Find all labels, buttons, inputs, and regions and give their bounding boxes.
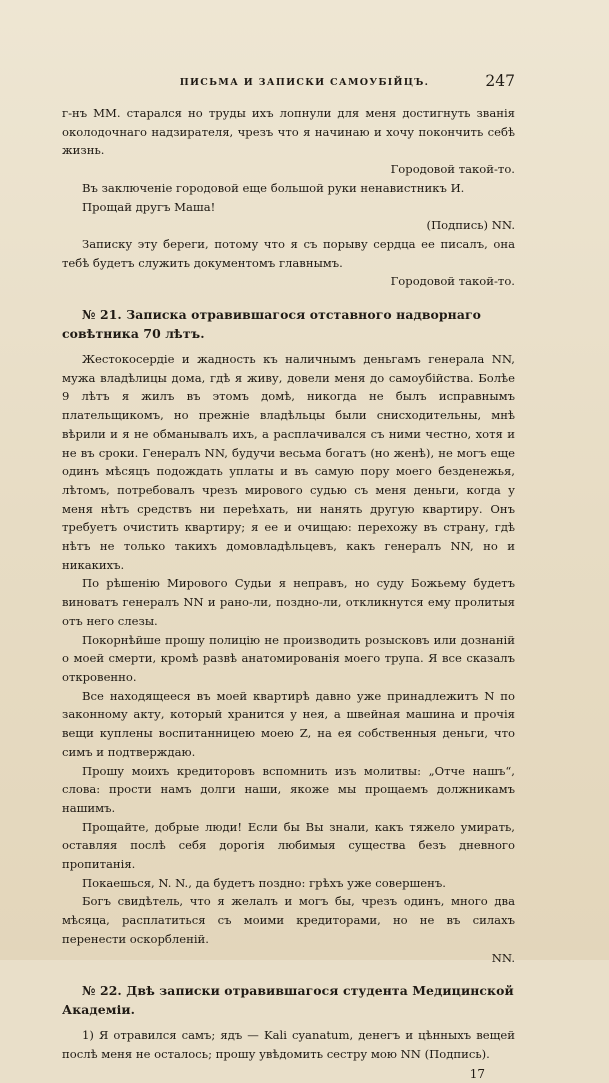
- paragraph: Жестокосердіе и жадность къ наличнымъ деньгамъ генерала NN, мужа владѣлицы дома, гдѣ я живу, довели меня до самоубійства. Болѣе 9 лѣтъ я жилъ въ этомъ домѣ, никогда не былъ исправнымъ плательщикомъ, но прежніе владѣльцы были снисходительны, мнѣ вѣрили и я не обманывалъ ихъ, а расплачивался съ ними честно, хотя и не въ сроки. Генералъ NN, будучи весьма богатъ (но женѣ), не могъ еще одинъ мѣсяцъ подождать уплаты и въ самую пору моего безденежья, лѣтомъ, потребовалъ чрезъ мирового судью съ меня деньги, когда у меня нѣтъ средствъ ни переѣхать, ни нанять другую квартиру. Онъ требуетъ очистить квартиру; я ее и очищаю: перехожу въ страну, гдѣ нѣтъ не только такихъ домовладѣльцевъ, какъ генералъ NN, но и никакихъ.: [62, 352, 515, 572]
- running-title: ПИСЬМА И ЗАПИСКИ САМОУБІЙЦЪ.: [179, 77, 430, 88]
- paragraph: Покаешься, N. N., да будетъ поздно: грѣхъ уже совершенъ.: [82, 875, 446, 890]
- signature: Городовой такой-то.: [390, 162, 515, 177]
- paragraph: г-нъ ММ. старался но труды ихъ лопнули для меня достигнуть званія околодочнаго надзирателя, чрезъ что я начинаю и хочу покончить себѣ жизнь.: [62, 106, 515, 158]
- paragraph: Прощай другъ Маша!: [82, 199, 216, 214]
- paragraph: По рѣшенію Мирового Судьи я неправъ, но суду Божьему будетъ виноватъ генералъ NN и рано-ли, поздно-ли, откликнутся ему пролитыя отъ него слезы.: [62, 576, 515, 628]
- page-number: 247: [485, 72, 515, 90]
- paragraph: Прошу моихъ кредиторовъ вспомнить изъ молитвы: „Отче нашъ“, слова: прости намъ долги наши, якоже мы прощаемъ должникамъ нашимъ.: [62, 763, 515, 815]
- paragraph: Покорнѣйше прошу полицію не производить розысковъ или дознаній о моей смерти, кромѣ развѣ анатомированія моего трупа. Я все сказалъ откровенно.: [62, 632, 515, 684]
- paragraph: Записку эту береги, потому что я съ порыву сердца ее писалъ, она тебѣ будетъ служить документомъ главнымъ.: [62, 236, 515, 270]
- signature: (Подпись) NN.: [426, 218, 515, 233]
- section-heading: № 21. Записка отравившагося отставного надворнаго совѣтника 70 лѣтъ.: [62, 307, 482, 342]
- page-body: [62, 104, 515, 1083]
- paragraph: 1) Я отравился самъ; ядъ — Kali cyanatum, денегъ и цѣнныхъ вещей послѣ меня не осталось; прошу увѣдомить сестру мою NN (Подпись).: [62, 1028, 515, 1061]
- section-heading: № 22. Двѣ записки отравившагося студента Медицинской Академіи.: [62, 983, 514, 1018]
- signature: Городовой такой-то.: [390, 274, 515, 289]
- paragraph: Богъ свидѣтель, что я желалъ и могъ бы, чрезъ одинъ, много два мѣсяца, расплатиться съ моими кредиторами, но не въ силахъ перенести оскорбленій.: [62, 894, 515, 946]
- paragraph: Все находящееся въ моей квартирѣ давно уже принадлежитъ N по законному акту, который хранится у нея, а швейная машина и прочія вещи куплены воспитанницею моею Z, на ея собственныя деньги, что симъ и подтверждаю.: [62, 688, 515, 759]
- page-header: [0, 72, 609, 92]
- signature: NN.: [491, 950, 515, 965]
- paragraph: Прощайте, добрые люди! Если бы Вы знали, какъ тяжело умирать, оставляя послѣ себя дорогія любимыя существа безъ дневного пропитанія.: [62, 819, 515, 872]
- sheet-number: 17: [469, 1066, 485, 1081]
- paragraph: Въ заключеніе городовой еще большой руки ненавистникъ И.: [82, 180, 465, 195]
